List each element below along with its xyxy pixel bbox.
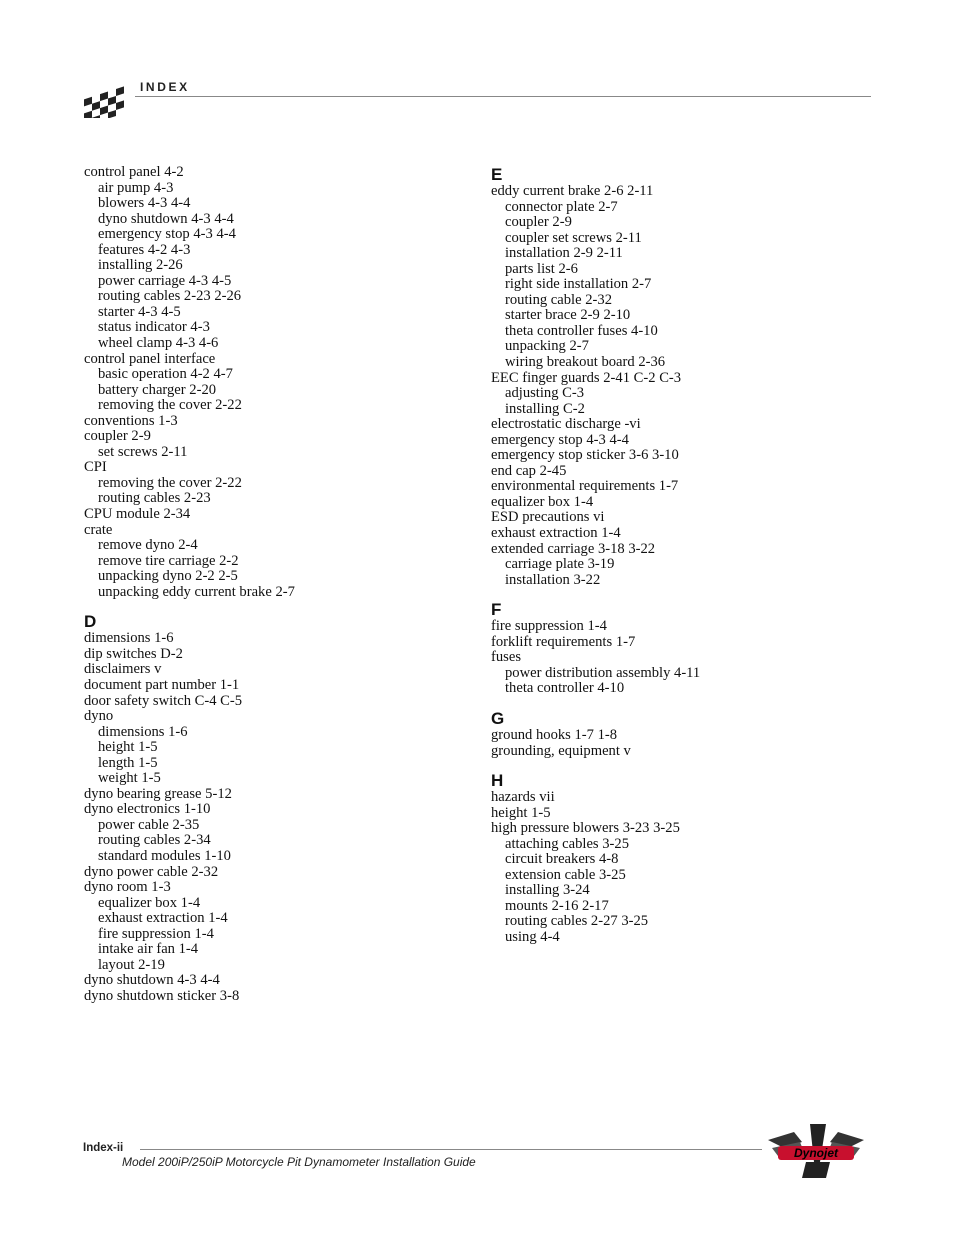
- index-entry: extended carriage 3-18 3-22: [491, 540, 656, 557]
- index-entry: disclaimers v: [84, 661, 162, 678]
- index-subentry: power carriage 4-3 4-5: [98, 272, 232, 289]
- index-subentry: using 4-4: [505, 928, 560, 945]
- index-subentry: theta controller fuses 4-10: [505, 322, 658, 339]
- index-entry: electrostatic discharge -vi: [491, 416, 641, 433]
- index-subentry: installing 3-24: [505, 882, 590, 899]
- index-subentry: adjusting C-3: [505, 385, 585, 402]
- index-subentry: remove dyno 2-4: [98, 537, 198, 554]
- index-entry: fuses: [491, 649, 521, 666]
- index-entry: control panel interface: [84, 350, 216, 367]
- index-column-left: [84, 165, 474, 1004]
- index-section-letter: F: [491, 600, 502, 620]
- index-entry: control panel 4-2: [84, 164, 184, 180]
- index-subentry: emergency stop 4-3 4-4: [98, 226, 236, 243]
- index-entry: fire suppression 1-4: [491, 618, 607, 635]
- header-title: INDEX: [140, 80, 190, 94]
- index-subentry: removing the cover 2-22: [98, 474, 242, 491]
- index-section-letter: E: [491, 165, 503, 184]
- index-entry: EEC finger guards 2-41 C-2 C-3: [491, 369, 682, 386]
- index-subentry: unpacking 2-7: [505, 338, 589, 355]
- index-entry: ground hooks 1-7 1-8: [491, 726, 618, 743]
- footer-page-number: Index-ii: [83, 1142, 124, 1154]
- footer-guide-title: Model 200iP/250iP Motorcycle Pit Dynamometer Installation Guide: [122, 1155, 476, 1169]
- index-subentry: removing the cover 2-22: [98, 397, 242, 414]
- index-subentry: status indicator 4-3: [98, 319, 210, 336]
- index-subentry: equalizer box 1-4: [98, 894, 201, 911]
- index-entry: CPU module 2-34: [84, 506, 191, 523]
- index-subentry: blowers 4-3 4-4: [98, 195, 191, 212]
- index-section-letter: H: [491, 771, 504, 791]
- index-entry: dyno shutdown 4-3 4-4: [84, 972, 220, 989]
- index-entry: height 1-5: [491, 804, 551, 821]
- index-subentry: dimensions 1-6: [98, 723, 188, 740]
- index-entry: grounding, equipment v: [491, 742, 631, 759]
- index-subentry: right side installation 2-7: [505, 276, 652, 293]
- index-entry: equalizer box 1-4: [491, 493, 594, 510]
- index-entry: eddy current brake 2-6 2-11: [491, 183, 654, 199]
- index-entry: CPI: [84, 459, 107, 476]
- index-entry: dyno room 1-3: [84, 879, 171, 896]
- index-subentry: basic operation 4-2 4-7: [98, 366, 233, 383]
- index-subentry: set screws 2-11: [98, 443, 188, 460]
- index-subentry: dyno shutdown 4-3 4-4: [98, 210, 234, 227]
- footer-divider: [140, 1149, 762, 1150]
- index-entry: document part number 1-1: [84, 676, 240, 693]
- index-subentry: power distribution assembly 4-11: [505, 664, 701, 681]
- index-subentry: starter brace 2-9 2-10: [505, 307, 631, 324]
- index-entry: dyno power cable 2-32: [84, 863, 219, 880]
- index-entry: environmental requirements 1-7: [491, 478, 679, 495]
- index-subentry: parts list 2-6: [505, 260, 578, 277]
- index-subentry: wiring breakout board 2-36: [505, 354, 666, 371]
- index-subentry: starter 4-3 4-5: [98, 303, 181, 320]
- index-section-letter: D: [84, 612, 97, 632]
- index-subentry: fire suppression 1-4: [98, 925, 214, 942]
- checkered-flag-icon: [82, 76, 132, 118]
- dynojet-logo: [764, 1122, 868, 1180]
- index-entry: dyno shutdown sticker 3-8: [84, 987, 240, 1004]
- index-subentry: theta controller 4-10: [505, 680, 625, 697]
- index-subentry: routing cables 2-34: [98, 832, 211, 849]
- index-column-right: [491, 165, 871, 946]
- index-subentry: installation 3-22: [505, 571, 601, 588]
- index-subentry: features 4-2 4-3: [98, 241, 191, 258]
- index-subentry: connector plate 2-7: [505, 198, 618, 215]
- index-subentry: power cable 2-35: [98, 816, 200, 833]
- index-subentry: coupler 2-9: [505, 214, 572, 231]
- index-subentry: intake air fan 1-4: [98, 941, 199, 958]
- index-entry: dyno bearing grease 5-12: [84, 785, 232, 802]
- index-subentry: air pump 4-3: [98, 179, 174, 196]
- index-entry: dyno: [84, 708, 114, 725]
- index-subentry: exhaust extraction 1-4: [98, 910, 228, 927]
- index-subentry: weight 1-5: [98, 770, 161, 787]
- index-entry: dimensions 1-6: [84, 630, 174, 647]
- index-subentry: installation 2-9 2-11: [505, 245, 623, 262]
- index-entry: hazards vii: [491, 789, 555, 806]
- index-subentry: circuit breakers 4-8: [505, 851, 619, 868]
- index-subentry: unpacking eddy current brake 2-7: [98, 583, 295, 600]
- index-subentry: routing cable 2-32: [505, 291, 612, 308]
- index-subentry: standard modules 1-10: [98, 847, 231, 864]
- index-subentry: routing cables 2-23: [98, 490, 211, 507]
- index-subentry: height 1-5: [98, 739, 158, 756]
- index-entry: door safety switch C-4 C-5: [84, 692, 243, 709]
- index-subentry: routing cables 2-23 2-26: [98, 288, 242, 305]
- index-section-letter: G: [491, 708, 505, 728]
- logo-text: Dynojet: [793, 1146, 839, 1160]
- index-entry: forklift requirements 1-7: [491, 633, 636, 650]
- index-entry: dip switches D-2: [84, 645, 183, 662]
- index-subentry: layout 2-19: [98, 956, 165, 973]
- index-entry: coupler 2-9: [84, 428, 151, 445]
- index-entry: exhaust extraction 1-4: [491, 525, 621, 542]
- index-entry: ESD precautions vi: [491, 509, 605, 526]
- index-subentry: remove tire carriage 2-2: [98, 552, 239, 569]
- header-divider: [135, 96, 871, 97]
- index-entry: end cap 2-45: [491, 462, 567, 479]
- index-subentry: wheel clamp 4-3 4-6: [98, 335, 219, 352]
- index-entry: crate: [84, 521, 113, 538]
- index-entry: emergency stop 4-3 4-4: [491, 431, 629, 448]
- index-entry: high pressure blowers 3-23 3-25: [491, 820, 680, 837]
- index-subentry: battery charger 2-20: [98, 381, 217, 398]
- index-subentry: attaching cables 3-25: [505, 835, 629, 852]
- index-subentry: installing C-2: [505, 400, 585, 417]
- index-subentry: carriage plate 3-19: [505, 556, 615, 573]
- index-subentry: length 1-5: [98, 754, 158, 771]
- index-subentry: routing cables 2-27 3-25: [505, 913, 649, 930]
- index-entry: conventions 1-3: [84, 412, 178, 429]
- index-subentry: extension cable 3-25: [505, 866, 626, 883]
- index-entry: dyno electronics 1-10: [84, 801, 211, 818]
- index-subentry: coupler set screws 2-11: [505, 229, 642, 246]
- index-subentry: mounts 2-16 2-17: [505, 897, 609, 914]
- index-subentry: installing 2-26: [98, 257, 183, 274]
- index-subentry: unpacking dyno 2-2 2-5: [98, 568, 238, 585]
- index-entry: emergency stop sticker 3-6 3-10: [491, 447, 679, 464]
